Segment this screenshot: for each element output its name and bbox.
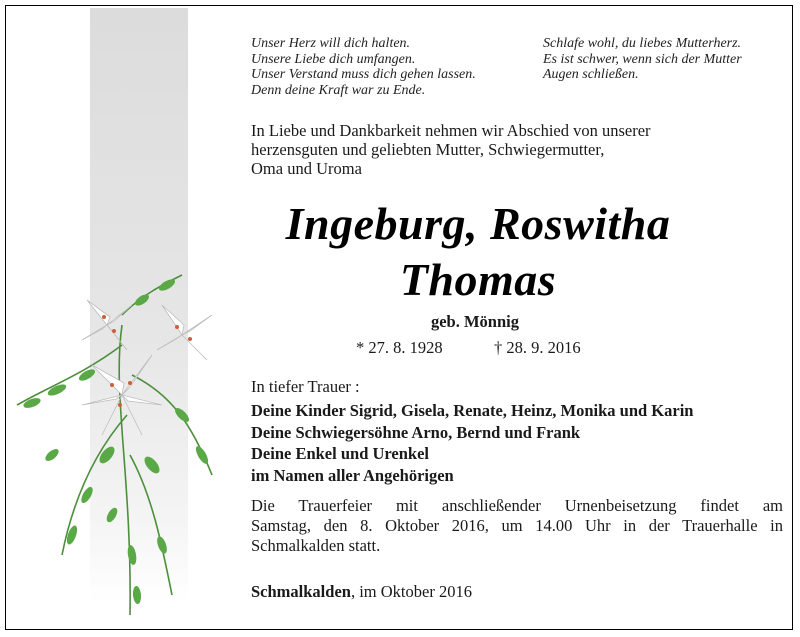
family-line: Deine Kinder Sigrid, Gisela, Renate, Heinz, Monika und Karin xyxy=(251,401,694,420)
intro-line: Oma und Uroma xyxy=(251,159,362,178)
poem-line: Augen schließen. xyxy=(543,67,639,82)
family-line: Deine Enkel und Urenkel xyxy=(251,444,430,463)
intro-line: In Liebe und Dankbarkeit nehmen wir Abschied von unserer xyxy=(251,121,651,140)
service-info xyxy=(251,496,783,556)
poem-line: Unsere Liebe dich umfangen. xyxy=(251,51,416,67)
deceased-surname: Thomas xyxy=(399,254,557,305)
deceased-given-names: Ingeburg, Roswitha xyxy=(285,198,671,249)
family-line: Deine Schwiegersöhne Arno, Bernd und Frank xyxy=(251,422,581,442)
birth-date: * 27. 8. 1928 xyxy=(356,338,443,357)
poem-line: Schlafe wohl, du liebes Mutterherz. xyxy=(543,36,742,51)
service-line: Schmalkalden statt. xyxy=(251,536,381,555)
family-list xyxy=(251,400,693,486)
service-line: Samstag, den 8. Oktober 2016, um 14.00 Uhr in der Trauerhalle in xyxy=(251,516,783,535)
family-line: im Namen aller Angehörigen xyxy=(251,465,454,485)
mourning-heading: In tiefer Trauer : xyxy=(251,377,360,396)
sign-place: Schmalkalden xyxy=(251,582,351,601)
lily-bouquet-icon xyxy=(12,255,242,620)
place-date-signature xyxy=(251,582,472,602)
maiden-name: geb. Mönnig xyxy=(430,312,519,331)
poem-line: Denn deine Kraft war zu Ende. xyxy=(251,82,426,98)
intro-text xyxy=(251,121,651,178)
intro-line: herzensguten und geliebten Mutter, Schwiegermutter, xyxy=(251,140,605,159)
poem-line: Es ist schwer, wenn sich der Mutter xyxy=(543,51,742,67)
poem-line: Unser Verstand muss dich gehen lassen. xyxy=(251,67,476,82)
death-date: † 28. 9. 2016 xyxy=(494,338,581,357)
sign-date: , im Oktober 2016 xyxy=(350,582,472,601)
service-line: Die Trauerfeier mit anschließender Urnenbeisetzung findet am xyxy=(251,496,783,515)
poem-right xyxy=(543,36,742,83)
poem-left xyxy=(251,36,476,98)
poem-line: Unser Herz will dich halten. xyxy=(251,36,411,51)
